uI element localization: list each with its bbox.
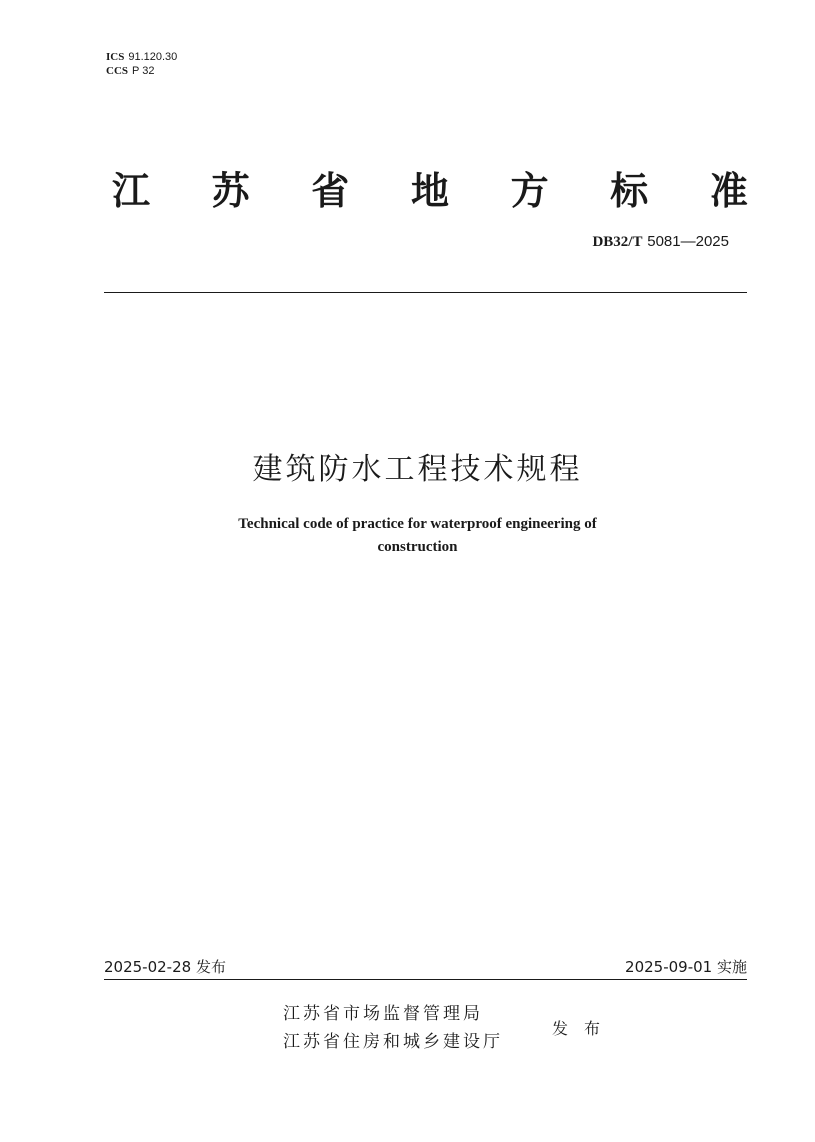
publish-date: 2025-02-28 发布	[104, 958, 226, 976]
standard-type-char: 准	[709, 169, 748, 213]
date-row	[104, 957, 747, 977]
title-en-line-1: Technical code of practice for waterproof engineering of	[238, 516, 597, 532]
implementation-date: 2025-09-01 实施	[625, 958, 747, 976]
issuer-housing-construction: 江苏省住房和城乡建设厅	[283, 1032, 503, 1052]
bottom-divider	[104, 979, 747, 980]
classification-codes	[106, 50, 177, 78]
ics-label: ICS	[106, 51, 125, 63]
ccs-row	[106, 64, 177, 78]
standard-type-char: 苏	[211, 169, 250, 213]
issuing-authorities	[283, 1000, 503, 1056]
ccs-label: CCS	[106, 65, 129, 77]
standard-type-char: 方	[510, 169, 549, 213]
document-title-en	[150, 513, 685, 559]
standard-number-prefix: DB32/T	[592, 234, 643, 250]
ics-row	[106, 50, 177, 64]
standard-type-heading	[110, 160, 750, 215]
standard-number-value: 5081—2025	[647, 233, 729, 250]
issuer-market-regulation: 江苏省市场监督管理局	[283, 1004, 483, 1024]
standard-number	[592, 232, 729, 251]
title-en-line-2: construction	[377, 539, 458, 555]
standard-type-char: 省	[311, 169, 350, 213]
standard-type-char: 江	[111, 169, 150, 213]
ccs-value: P 32	[132, 65, 155, 77]
ics-value: 91.120.30	[128, 51, 178, 63]
issue-label: 发布	[552, 1019, 617, 1038]
top-divider	[104, 292, 747, 293]
standard-type-char: 标	[610, 169, 649, 213]
document-title-zh: 建筑防水工程技术规程	[252, 452, 583, 487]
standard-type-char: 地	[410, 169, 449, 213]
